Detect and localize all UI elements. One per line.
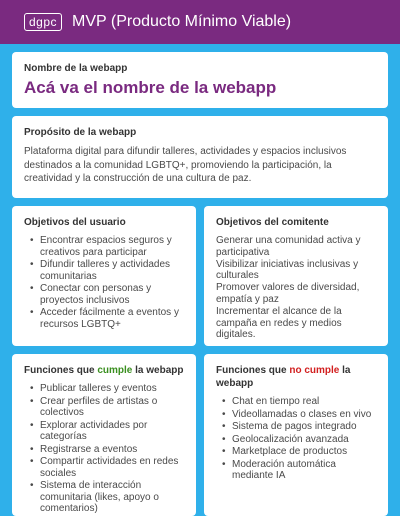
client-goals-list [216,235,378,341]
list-item: • Chat en tiempo real [222,396,378,408]
list-item: Visibilizar iniciativas inclusivas y culturales [216,258,359,282]
list-item: • Acceder fácilmente a eventos y recursos LGBTQ+ [30,307,186,330]
list-item: • Conectar con personas y proyectos inclusivos [30,283,186,306]
features-excluded-card [204,354,388,516]
dgpc-logo: dgpc [24,13,62,31]
list-item: Incrementar el alcance de la campaña en redes y medios digitales. [216,305,342,341]
list-item: • Encontrar espacios seguros y creativos para participar [30,235,186,258]
list-item: • Sistema de interacción comunitaria (likes, apoyo o comentarios) [30,480,186,515]
list-item: • Registrarse a eventos [30,444,186,456]
client-goals-label: Objetivos del comitente [216,217,329,228]
webapp-purpose-text: Plataforma digital para difundir talleres, actividades y espacios inclusivos destinados a la comunidad LGBTQ+, promoviendo la participación, la creatividad y la construcción de una cultura de paz. [24,146,347,184]
app-header [0,0,400,44]
list-item: • Crear perfiles de artistas o colectivos [30,396,186,419]
user-goals-card [12,206,196,346]
features-excluded-list [216,396,378,482]
features-included-card [12,354,196,516]
list-item: Generar una comunidad activa y participativa [216,235,361,258]
list-item: Promover valores de diversidad, empatía y paz [216,282,360,305]
list-item: • Geolocalización avanzada [222,434,378,446]
list-item: • Difundir talleres y actividades comunitarias [30,259,186,282]
no-cumple-keyword: no cumple [289,365,340,376]
user-goals-list [24,235,186,330]
list-item: • Publicar talleres y eventos [30,383,186,395]
webapp-purpose-card [12,116,388,198]
features-included-list [24,383,186,515]
list-item: • Videollamadas o clases en vivo [222,409,378,421]
page-title: MVP (Producto Mínimo Viable) [72,13,292,30]
client-goals-card [204,206,388,346]
webapp-name-card [12,52,388,108]
user-goals-label: Objetivos del usuario [24,217,126,228]
features-excluded-label: Funciones que no cumple la webapp [216,365,351,389]
list-item: • Sistema de pagos integrado [222,421,378,433]
list-item: • Moderación automática mediante IA [222,459,378,482]
features-included-label: Funciones que cumple la webapp [24,365,184,376]
cumple-keyword: cumple [97,365,133,376]
webapp-name-value: Acá va el nombre de la webapp [24,78,277,97]
list-item: • Explorar actividades por categorías [30,420,186,443]
webapp-purpose-label: Propósito de la webapp [24,127,137,138]
list-item: • Marketplace de productos [222,446,378,458]
list-item: • Compartir actividades en redes sociales [30,456,186,479]
webapp-name-label: Nombre de la webapp [24,63,128,74]
